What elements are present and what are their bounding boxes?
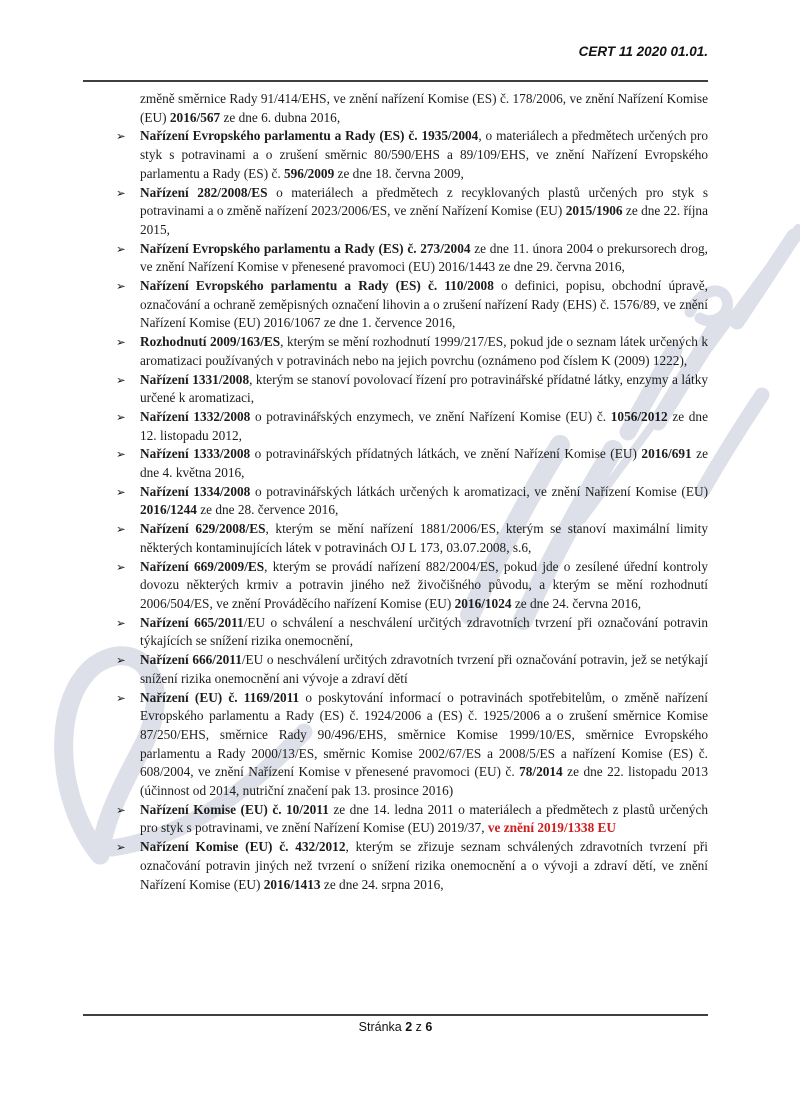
- text-run: Nařízení Evropského parlamentu a Rady (ES) č. 110/2008: [140, 278, 494, 294]
- text-run: o poskytování informací o potravinách spotřebitelům, o změně nařízení Evropského parlamentu a Rady (ES) č. 1924/2006 a (ES) č. 1925/2006 a o zrušení směrnice Komise 87/250/EHS, směrnice Rady 90/496/EHS, směrnice Komise 1999/10/ES, směrnice Evropského parlamentu a Rady 2000/13/ES, směrnic Komise 2002/67/ES a 2008/5/ES a nařízení Komise (ES) č. 608/2004, ve znění Nařízení Komise v přenesené pravomoci (EU) č.: [140, 689, 709, 780]
- text-run: o definici, popisu, obchodní úpravě, označování a ochraně zeměpisných označení lihovin a o zrušení nařízení Rady (EHS) č. 1576/89, ve znění Nařízení Komise (EU) 2016/1067 ze dne 1. července 2016,: [140, 278, 708, 331]
- text-run: Nařízení 1332/2008: [140, 408, 251, 424]
- regulation-list-item: [116, 408, 708, 445]
- bullet-arrow-icon: ➢: [116, 131, 126, 144]
- regulation-list-item: [116, 838, 708, 894]
- text-run: Nařízení Evropského parlamentu a Rady (ES) č. 1935/2004: [140, 128, 479, 144]
- text-run: o potravinářských enzymech, ve znění Nařízení Komise (EU) č.: [250, 408, 611, 424]
- text-run: Nařízení 629/2008/ES: [140, 521, 266, 537]
- text-run: z: [412, 1020, 426, 1034]
- bullet-arrow-icon: ➢: [116, 187, 126, 200]
- regulation-list-item: [116, 127, 708, 183]
- text-run: Nařízení 666/2011: [140, 652, 242, 668]
- header-doc-code: CERT 11 2020 01.01.: [578, 44, 708, 59]
- text-run: změně směrnice Rady 91/414/EHS, ve znění nařízení Komise (ES) č. 178/2006, ve znění Nařízení Komise (EU): [140, 91, 708, 125]
- text-run: 2015/1906: [565, 203, 623, 219]
- bullet-arrow-icon: ➢: [116, 842, 126, 855]
- text-run: o potravinářských přídatných látkách, ve znění Nařízení Komise (EU): [250, 446, 642, 462]
- text-run: ze dne 28. července 2016,: [196, 502, 339, 518]
- text-run: ze dne 11. února 2004 o prekursorech drog, ve znění Nařízení Komise v přenesené pravomoci (EU) 2016/1443 ze dne 29. června 2016,: [140, 240, 708, 275]
- regulation-list-item: [116, 371, 708, 408]
- text-run: 2016/1413: [263, 876, 321, 892]
- regulation-list-item: [116, 651, 708, 688]
- text-run: , kterým se stanoví povolovací řízení pro potravinářské přídatné látky, enzymy a látky určené k aromatizaci,: [140, 371, 708, 406]
- text-run: Nařízení 282/2008/ES: [140, 184, 268, 200]
- bullet-arrow-icon: ➢: [116, 655, 126, 668]
- text-run: , o materiálech a předmětech určených pro styk s potravinami a o zrušení směrnic 80/590/EHS a 89/109/EHS, ve znění Nařízení Evropského parlamentu a Rady (ES) č.: [140, 128, 708, 181]
- text-run: , kterým se provádí nařízení 882/2004/ES, pokud jde o zesílené úřední kontroly dovozu některých krmiv a potravin jiného než živočišného původu, a kterým se mění rozhodnutí 2006/504/ES, ve znění Prováděcího nařízení Komise (EU): [140, 558, 708, 611]
- regulation-list-item: [116, 558, 708, 614]
- bullet-arrow-icon: ➢: [116, 374, 126, 387]
- regulation-list-item: [116, 483, 708, 520]
- text-run: ze dne 24. června 2016,: [511, 595, 642, 611]
- bullet-arrow-icon: ➢: [116, 692, 126, 705]
- text-run: Rozhodnutí 2009/163/ES: [140, 334, 281, 350]
- text-run: Stránka: [358, 1020, 406, 1034]
- regulation-list-item: [116, 689, 709, 801]
- text-run: 2016/1244: [140, 502, 197, 518]
- text-run: /EU o neschválení určitých zdravotních tvrzení při označování potravin, jež se netýkají snížení rizika onemocnění ani vývoje a zdraví dětí: [140, 652, 708, 686]
- text-run: ze dne 4. května 2016,: [140, 446, 708, 481]
- bullet-arrow-icon: ➢: [116, 617, 126, 630]
- text-run: Nařízení 1331/2008: [140, 371, 250, 387]
- text-run: ze dne 6. dubna 2016,: [220, 109, 341, 125]
- regulation-list-item: [116, 333, 708, 370]
- text-run: /EU o schválení a neschválení určitých zdravotních tvrzení při označování potravin týkajících se snížení rizika onemocnění,: [140, 614, 708, 649]
- text-run: , kterým se mění rozhodnutí 1999/217/ES, pokud jde o seznam látek určených k aromatizaci používaných v potravinách nebo na jejich povrchu (oznámeno pod číslem K (2009) 1222),: [140, 334, 708, 368]
- footer-rule: [83, 1014, 708, 1016]
- regulation-list-item: [116, 520, 708, 557]
- text-run: ze dne 18. června 2009,: [334, 165, 464, 181]
- regulation-list-item: [116, 801, 708, 838]
- bullet-arrow-icon: ➢: [116, 804, 126, 817]
- text-run: ze dne 14. ledna 2011 o materiálech a předmětech z plastů určených pro styk s potravinami, ve znění Nařízení Komise (EU) 2019/37,: [140, 801, 708, 836]
- red-emphasis-run: ve znění 2019/1338 EU: [487, 820, 617, 836]
- regulation-list: [116, 90, 709, 894]
- header-rule: [83, 80, 708, 82]
- text-run: , kterým se zřizuje seznam schválených zdravotních tvrzení při označování potravin jiných než tvrzení o snížení rizika onemocnění a o vývoji a zdraví dětí, ve znění Nařízení Komise (EU): [140, 839, 708, 892]
- regulation-list-item: [116, 277, 708, 333]
- bullet-arrow-icon: ➢: [116, 486, 126, 499]
- text-run: ze dne 22. listopadu 2013 (účinnost od 2014, nutriční značení pak 13. prosince 2016): [140, 764, 708, 799]
- text-run: Nařízení Komise (EU) č. 432/2012: [140, 839, 346, 855]
- page-number: [83, 1020, 708, 1034]
- regulation-list-item: [116, 184, 708, 240]
- text-run: 78/2014: [519, 764, 563, 780]
- text-run: ze dne 22. října 2015,: [140, 203, 708, 237]
- bullet-arrow-icon: ➢: [116, 561, 126, 574]
- text-run: ze dne 24. srpna 2016,: [320, 876, 444, 892]
- text-run: Nařízení 665/2011: [140, 614, 244, 630]
- text-run: 1056/2012: [610, 408, 668, 424]
- text-run: 2016/1024: [454, 595, 512, 611]
- bullet-arrow-icon: ➢: [116, 411, 126, 424]
- text-run: 2016/567: [169, 109, 221, 125]
- text-run: Nařízení Komise (EU) č. 10/2011: [140, 801, 329, 817]
- bullet-arrow-icon: ➢: [116, 281, 126, 294]
- regulation-list-item: [116, 445, 708, 482]
- text-run: o potravinářských látkách určených k aromatizaci, ve znění Nařízení Komise (EU): [250, 483, 708, 499]
- text-run: , kterým se mění nařízení 1881/2006/ES, kterým se stanoví maximální limity některých kontaminujících látek v potravinách OJ L 173, 03.07.2008, s.6,: [140, 521, 708, 555]
- bullet-arrow-icon: ➢: [116, 449, 126, 462]
- text-run: Nařízení (EU) č. 1169/2011: [140, 689, 300, 705]
- text-run: 6: [425, 1020, 433, 1034]
- regulation-list-item: [116, 240, 708, 277]
- text-run: Nařízení 669/2009/ES: [140, 558, 265, 574]
- text-run: Nařízení 1334/2008: [140, 483, 251, 499]
- text-run: 2016/691: [641, 446, 692, 462]
- text-run: 2: [405, 1020, 413, 1034]
- text-run: ze dne 12. listopadu 2012,: [140, 408, 708, 443]
- text-run: o materiálech a předmětech z recyklovaných plastů určených pro styk s potravinami a o změně nařízení 2023/2006/ES, ve znění Nařízení Komise (EU): [140, 184, 708, 219]
- bullet-arrow-icon: ➢: [116, 243, 126, 256]
- continued-paragraph: [140, 90, 708, 127]
- text-run: Nařízení Evropského parlamentu a Rady (ES) č. 273/2004: [140, 240, 471, 256]
- text-run: 596/2009: [284, 165, 335, 181]
- regulation-list-item: [116, 614, 708, 651]
- text-run: Nařízení 1333/2008: [140, 446, 251, 462]
- bullet-arrow-icon: ➢: [116, 337, 126, 350]
- bullet-arrow-icon: ➢: [116, 524, 126, 537]
